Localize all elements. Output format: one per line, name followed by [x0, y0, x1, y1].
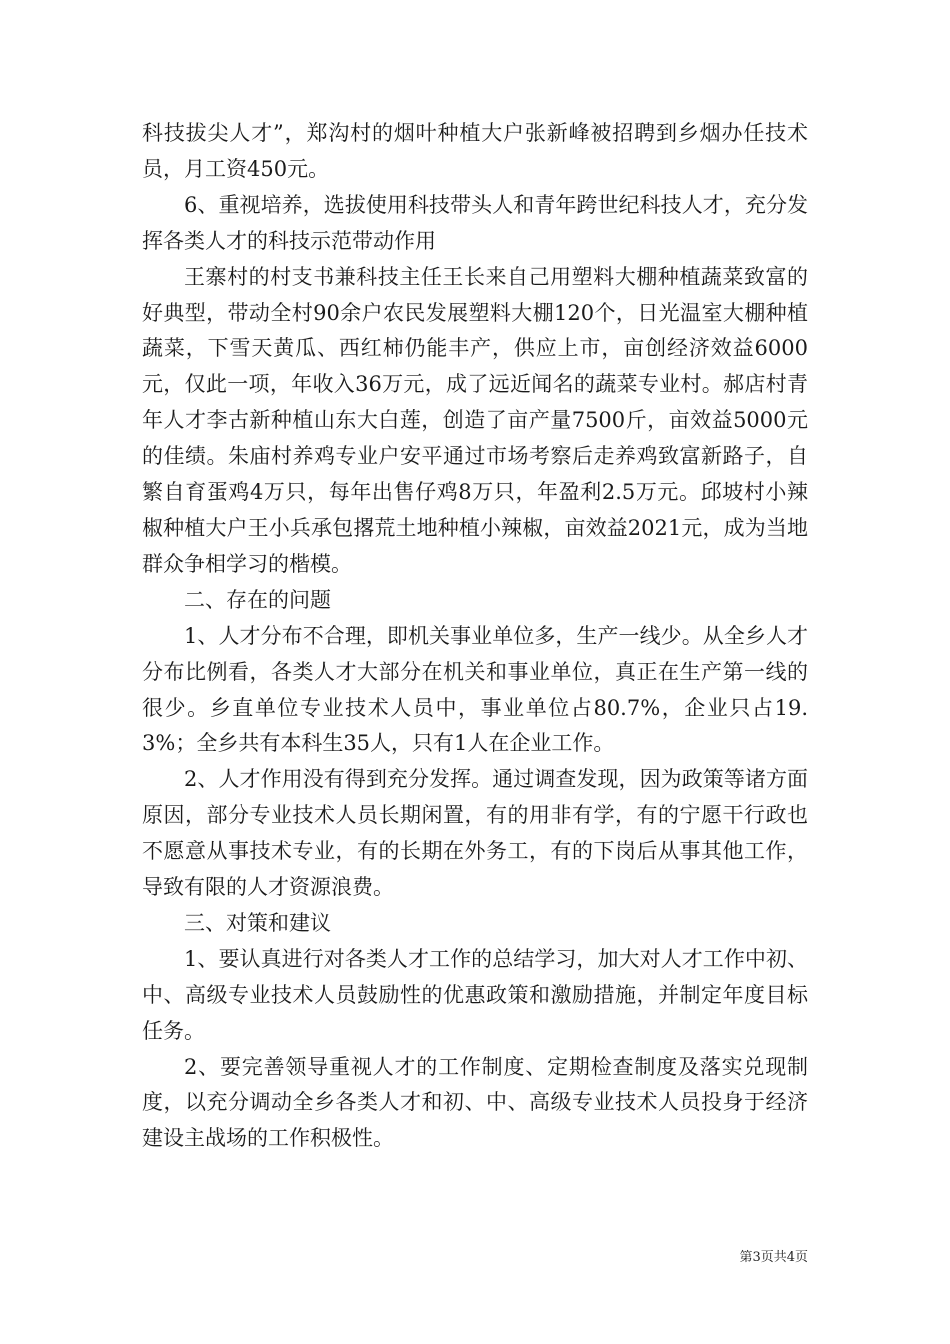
- section-heading: 二、存在的问题: [184, 587, 331, 612]
- paragraph: 1、要认真进行对各类人才工作的总结学习，加大对人才工作中初、中、高级专业技术人员鼓励性的优惠政策和激励措施，并制定年度目标任务。: [142, 946, 808, 1043]
- page-number: 第3页共4页: [739, 1250, 808, 1265]
- paragraph: 王寨村的村支书兼科技主任王长来自己用塑料大棚种植蔬菜致富的好典型，带动全村90余户农民发展塑料大棚120个，日光温室大棚种植蔬菜，下雪天黄瓜、西红柿仍能丰产，供应上市，亩创经济效益6000元，仅此一项，年收入36万元，成了远近闻名的蔬菜专业村。郝店村青年人才李古新种植山东大白莲，创造了亩产量7500斤，亩效益5000元的佳绩。朱庙村养鸡专业户安平通过市场考察后走养鸡致富新路子，自繁自育蛋鸡4万只，每年出售仔鸡8万只，年盈利2.5万元。邱坡村小辣椒种植大户王小兵承包撂荒土地种植小辣椒，亩效益2021元，成为当地群众争相学习的楷模。: [142, 264, 808, 576]
- paragraph: 6、重视培养，选拔使用科技带头人和青年跨世纪科技人才，充分发挥各类人才的科技示范带动作用: [142, 192, 808, 253]
- paragraph: 2、人才作用没有得到充分发挥。通过调查发现，因为政策等诸方面原因，部分专业技术人员长期闲置，有的用非有学，有的宁愿干行政也不愿意从事技术专业，有的长期在外务工，有的下岗后从事其他工作，导致有限的人才资源浪费。: [142, 767, 808, 900]
- paragraph: 科技拔尖人才”，郑沟村的烟叶种植大户张新峰被招聘到乡烟办任技术员，月工资450元。: [142, 121, 808, 181]
- section-heading: 三、对策和建议: [184, 910, 331, 935]
- paragraph: 1、人才分布不合理，即机关事业单位多，生产一线少。从全乡人才分布比例看，各类人才大部分在机关和事业单位，真正在生产第一线的很少。乡直单位专业技术人员中，事业单位占80.7%，企业只占19.3%；全乡共有本科生35人，只有1人在企业工作。: [142, 623, 808, 756]
- paragraph: 2、要完善领导重视人才的工作制度、定期检查制度及落实兑现制度，以充分调动全乡各类人才和初、中、高级专业技术人员投身于经济建设主战场的工作积极性。: [142, 1054, 808, 1151]
- document-body: [142, 116, 808, 1157]
